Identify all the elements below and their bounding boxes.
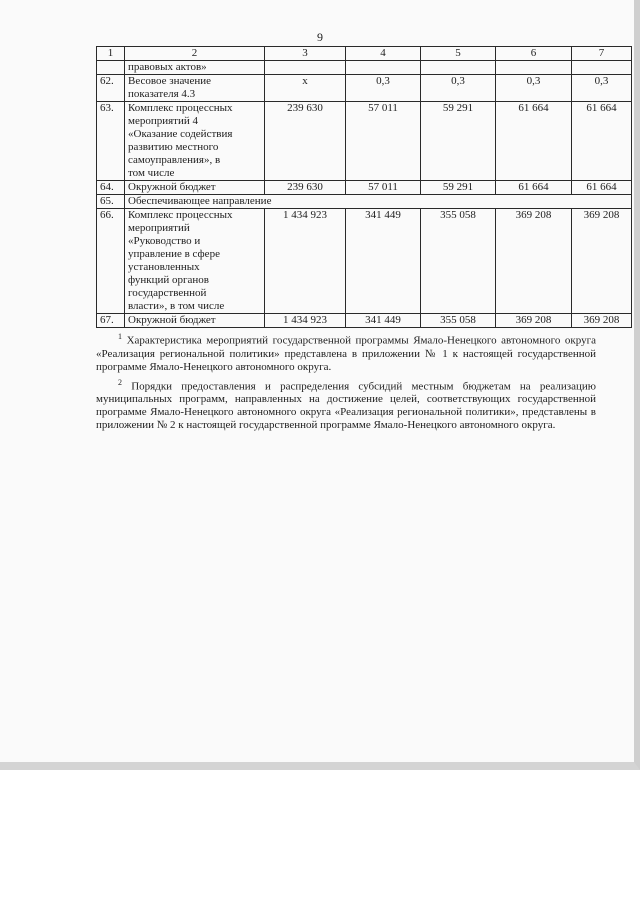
row-name: Окружной бюджет — [125, 181, 265, 195]
row-name: Комплекс процессных мероприятий «Руководство и управление в сфере установленных функций органов государственной власти», в том числе — [125, 209, 265, 314]
row-value-4: 57 011 — [346, 181, 421, 195]
footnote-text: Характеристика мероприятий государственной программы Ямало-Ненецкого автономного округа «Реализация региональной политики» представлена в приложении № 1 к настоящей государственной программе Ямало-Ненецкого автономного округа. — [96, 334, 597, 373]
header-cell-1: 1 — [97, 47, 125, 61]
row-value-4: 0,3 — [346, 75, 421, 102]
table-header-row — [97, 47, 632, 61]
row-value-6: 369 208 — [496, 209, 572, 314]
row-name: правовых актов» — [125, 61, 265, 75]
header-cell-7: 7 — [572, 47, 632, 61]
row-value-5: 355 058 — [421, 209, 496, 314]
row-value-5: 0,3 — [421, 75, 496, 102]
row-value-7: 61 664 — [572, 102, 632, 181]
row-value-3: x — [265, 75, 346, 102]
header-cell-6: 6 — [496, 47, 572, 61]
row-name: Комплекс процессных мероприятий 4 «Оказание содействия развитию местного самоуправления», в том числе — [125, 102, 265, 181]
row-value-4: 57 011 — [346, 102, 421, 181]
table-row — [97, 75, 632, 102]
row-number: 64. — [97, 181, 125, 195]
row-number: 62. — [97, 75, 125, 102]
row-value-3: 1 434 923 — [265, 209, 346, 314]
section-name: Обеспечивающее направление — [125, 195, 632, 209]
header-cell-3: 3 — [265, 47, 346, 61]
row-value-3: 239 630 — [265, 102, 346, 181]
row-value-7: 369 208 — [572, 314, 632, 328]
row-number: 67. — [97, 314, 125, 328]
row-value-4: 341 449 — [346, 209, 421, 314]
footnote-1 — [96, 330, 596, 374]
row-value-7 — [572, 61, 632, 75]
header-cell-2: 2 — [125, 47, 265, 61]
table-section-row — [97, 195, 632, 209]
section-number: 65. — [97, 195, 125, 209]
row-value-4: 341 449 — [346, 314, 421, 328]
footnotes — [96, 330, 596, 434]
row-value-4 — [346, 61, 421, 75]
row-value-5: 355 058 — [421, 314, 496, 328]
header-cell-4: 4 — [346, 47, 421, 61]
table-row — [97, 209, 632, 314]
row-value-6: 369 208 — [496, 314, 572, 328]
row-number: 63. — [97, 102, 125, 181]
row-value-3: 239 630 — [265, 181, 346, 195]
row-value-5 — [421, 61, 496, 75]
row-number — [97, 61, 125, 75]
row-value-3 — [265, 61, 346, 75]
row-name: Окружной бюджет — [125, 314, 265, 328]
footnote-2 — [96, 376, 596, 433]
table-row — [97, 181, 632, 195]
row-value-5: 59 291 — [421, 181, 496, 195]
row-value-7: 61 664 — [572, 181, 632, 195]
row-name: Весовое значение показателя 4.3 — [125, 75, 265, 102]
footnote-mark: 1 — [118, 332, 122, 341]
row-value-6: 61 664 — [496, 181, 572, 195]
row-value-3: 1 434 923 — [265, 314, 346, 328]
row-value-6: 0,3 — [496, 75, 572, 102]
page-number: 9 — [317, 30, 323, 44]
footnote-text: Порядки предоставления и распределения субсидий местным бюджетам на реализацию муниципальных программ, направленных на достижение целей, соответствующих государственной программе Ямало-Ненецкого автономного округа «Реализация региональной политики», представлены в приложении № 2 к настоящей государственной программе Ямало-Ненецкого автономного округа. — [96, 380, 597, 432]
row-value-5: 59 291 — [421, 102, 496, 181]
table-row — [97, 102, 632, 181]
table-row — [97, 61, 632, 75]
budget-table — [96, 46, 632, 328]
table-row — [97, 314, 632, 328]
row-value-6: 61 664 — [496, 102, 572, 181]
row-value-7: 0,3 — [572, 75, 632, 102]
footnote-mark: 2 — [118, 377, 122, 387]
row-value-6 — [496, 61, 572, 75]
row-value-7: 369 208 — [572, 209, 632, 314]
header-cell-5: 5 — [421, 47, 496, 61]
row-number: 66. — [97, 209, 125, 314]
